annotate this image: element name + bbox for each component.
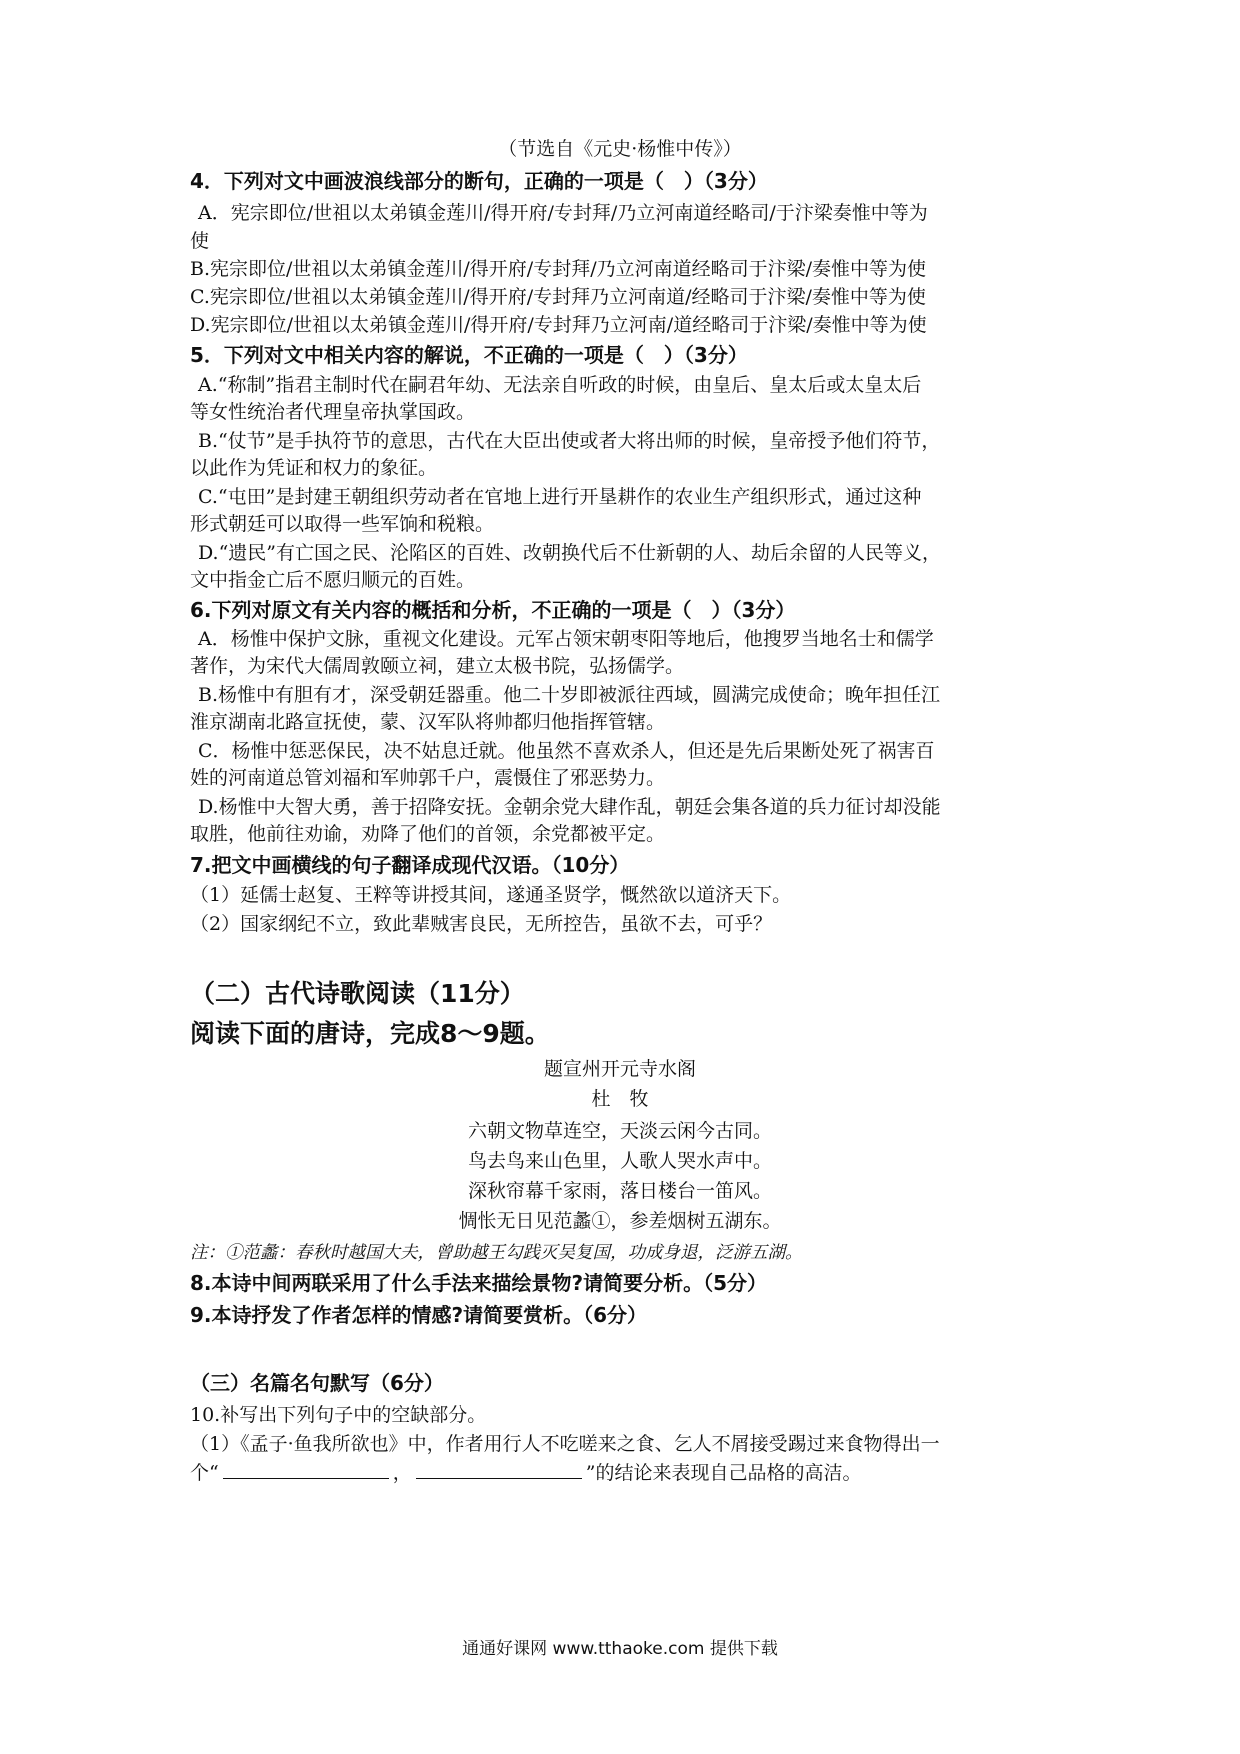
question-5-option-b-cont: 以此作为凭证和权力的象征。 [190, 457, 438, 479]
question-4-option-b: B.宪宗即位/世祖以太弟镇金莲川/得开府/专封拜/乃立河南道经略司于汴梁/奏惟中等为使 [190, 258, 927, 280]
poem-footnote: 注：①范蠡：春秋时越国大夫，曾助越王勾践灭吴复国，功成身退，泛游五湖。 [190, 1243, 803, 1263]
question-8: 8.本诗中间两联采用了什么手法来描绘景物?请简要分析。（5分） [190, 1271, 768, 1295]
section-3-title: （三）名篇名句默写（6分） [190, 1371, 444, 1395]
question-6-option-d-cont: 取胜，他前往劝谕，劝降了他们的首领，余党都被平定。 [190, 823, 666, 845]
question-7-sentence-2: （2）国家纲纪不立，致此辈贼害良民，无所控告，虽欲不去，可乎？ [190, 913, 773, 935]
question-5-option-b: B.“仗节”是手执符节的意思，古代在大臣出使或者大将出师的时候，皇帝授予他们符节， [198, 430, 941, 452]
question-5-option-a-cont: 等女性统治者代理皇帝执掌国政。 [190, 401, 476, 423]
question-5-option-d-cont: 文中指金亡后不愿归顺元的百姓。 [190, 569, 476, 591]
question-5-option-c-cont: 形式朝廷可以取得一些军饷和税粮。 [190, 513, 495, 535]
section-2-instruction: 阅读下面的唐诗，完成8～9题。 [190, 1019, 550, 1048]
question-7-sentence-1: （1）延儒士赵复、王粹等讲授其间，遂通圣贤学，慨然欲以道济天下。 [190, 884, 792, 906]
poem-author: 杜 牧 [591, 1088, 649, 1110]
question-6-option-c-cont: 姓的河南道总管刘福和军帅郭千户，震慑住了邪恶势力。 [190, 767, 666, 789]
fill-prefix: 个“ [190, 1462, 219, 1484]
fill-separator: ， [392, 1462, 412, 1484]
question-6-option-d: D.杨惟中大智大勇，善于招降安抚。金朝余党大肆作乱，朝廷会集各道的兵力征讨却没能 [198, 796, 941, 818]
question-4-option-a-cont: 使 [190, 230, 210, 252]
question-9: 9.本诗抒发了作者怎样的情感?请简要赏析。（6分） [190, 1303, 648, 1327]
page-footer: 通通好课网 www.tthaoke.com 提供下载 [462, 1639, 778, 1659]
poem-line-1: 六朝文物草连空，天淡云闲今古同。 [467, 1120, 772, 1142]
question-6-option-b-cont: 淮京湖南北路宣抚使，蒙、汉军队将帅都归他指挥管辖。 [190, 711, 666, 733]
question-5-option-a: A.“称制”指君主制时代在嗣君年幼、无法亲自听政的时候，由皇后、皇太后或太皇太后 [198, 374, 922, 396]
question-4-option-a: A．宪宗即位/世祖以太弟镇金莲川/得开府/专封拜/乃立河南道经略司/于汴梁奏惟中等为 [198, 202, 928, 224]
question-10-item-1-cont [190, 1458, 1070, 1488]
question-6-option-b: B.杨惟中有胆有才，深受朝廷器重。他二十岁即被派往西域，圆满完成使命；晚年担任江 [198, 684, 941, 706]
answer-blank-1[interactable] [223, 1458, 389, 1479]
answer-blank-2[interactable] [416, 1458, 582, 1479]
poem-line-3: 深秋帘幕千家雨，落日楼台一笛风。 [467, 1180, 772, 1202]
fill-suffix: ”的结论来表现自己品格的高洁。 [585, 1462, 862, 1484]
question-5-option-d: D.“遗民”有亡国之民、沦陷区的百姓、改朝换代后不仕新朝的人、劫后余留的人民等义， [198, 542, 942, 564]
poem-line-4: 惆怅无日见范蠡①，参差烟树五湖东。 [458, 1210, 782, 1232]
question-4-stem: 4．下列对文中画波浪线部分的断句，正确的一项是（ ）（3分） [190, 169, 768, 193]
question-4-option-d: D.宪宗即位/世祖以太弟镇金莲川/得开府/专封拜乃立河南/道经略司于汴梁/奏惟中等为使 [190, 314, 927, 336]
question-6-stem: 6.下列对原文有关内容的概括和分析，不正确的一项是（ ）（3分） [190, 598, 796, 622]
poem-title: 题宣州开元寺水阁 [543, 1058, 696, 1080]
question-5-option-c: C.“屯田”是封建王朝组织劳动者在官地上进行开垦耕作的农业生产组织形式，通过这种 [198, 486, 922, 508]
question-6-option-a: A．杨惟中保护文脉，重视文化建设。元军占领宋朝枣阳等地后，他搜罗当地名士和儒学 [198, 628, 934, 650]
question-6-option-a-cont: 著作，为宋代大儒周敦颐立祠，建立太极书院，弘扬儒学。 [190, 655, 685, 677]
question-6-option-c: C．杨惟中惩恶保民，决不姑息迁就。他虽然不喜欢杀人，但还是先后果断处死了祸害百 [198, 740, 935, 762]
poem-line-2: 鸟去鸟来山色里，人歌人哭水声中。 [467, 1150, 772, 1172]
question-10-stem: 10.补写出下列句子中的空缺部分。 [190, 1404, 487, 1426]
question-5-stem: 5．下列对文中相关内容的解说，不正确的一项是（ ）（3分） [190, 343, 748, 367]
question-4-option-c: C.宪宗即位/世祖以太弟镇金莲川/得开府/专封拜乃立河南道/经略司于汴梁/奏惟中等为使 [190, 286, 926, 308]
source-citation: （节选自《元史·杨惟中传》） [498, 138, 742, 160]
question-7-stem: 7.把文中画横线的句子翻译成现代汉语。（10分） [190, 853, 630, 877]
section-2-title: （二）古代诗歌阅读（11分） [190, 979, 525, 1008]
question-10-item-1: （1）《孟子·鱼我所欲也》中，作者用行人不吃嗟来之食、乞人不屑接受踢过来食物得出一 [190, 1433, 940, 1455]
